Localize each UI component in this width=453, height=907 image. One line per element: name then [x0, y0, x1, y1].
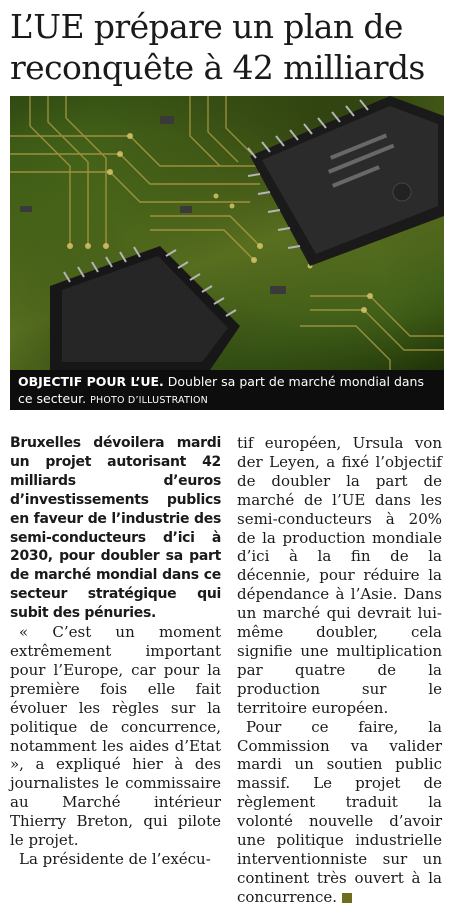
photo-caption — [10, 370, 444, 410]
article-paragraph-2-end: tif européen, Ursula von der Leyen, a fixé l’objectif de doubler la part de marché de l’UE dans les semi-conducteurs à 20% de la production mondiale d’ici à la fin de la décennie, pour réduire la dépendance à l’Asie. Dans un marché qui devrait lui-même doubler, cela signifie une multiplication par quatre de la production sur le territoire européen. — [237, 434, 442, 717]
circuit-board-illustration — [10, 96, 444, 370]
article-column-right — [237, 434, 442, 907]
article-column-left — [10, 434, 221, 869]
circuit-board-photo — [10, 96, 444, 370]
caption-text: Doubler sa part de marché mondial dans ce secteur. — [18, 374, 424, 406]
article-paragraph-2-start: La présidente de l’exécu- — [19, 849, 211, 868]
article-lead: Bruxelles dévoilera mardi un projet autorisant 42 milliards d’euros d’investissements publics en faveur de l’industrie des semi-conducteurs d’ici à 2030, pour doubler sa part de marché mondial dans ce secteur stratégique qui subit des pénuries. — [10, 435, 221, 622]
chip-left — [50, 246, 240, 370]
article-paragraph-3 — [237, 718, 442, 907]
end-of-article-mark — [342, 893, 352, 903]
caption-label: OBJECTIF POUR L’UE. — [18, 374, 164, 389]
photo-credit: PHOTO D’ILLUSTRATION — [90, 395, 208, 406]
photo-block — [10, 96, 444, 410]
article-paragraph-3-text: Pour ce faire, la Commission va valider mardi un soutien public massif. Le projet de règlement traduit la volonté nouvelle d’avoir une politique industrielle interventionniste sur un continent très ouvert à la concurrence. — [237, 717, 442, 906]
headline: L’UE prépare un plan de reconquête à 42 milliards — [10, 7, 425, 87]
chip-right — [248, 96, 444, 266]
article-paragraph-1: « C’est un moment extrêmement important pour l’Europe, car pour la première fois elle fait évoluer les règles sur la politique de concurrence, notamment les aides d’Etat », a expliqué hier à des journalistes le commissaire au Marché intérieur Thierry Breton, qui pilote le projet. — [10, 623, 221, 850]
